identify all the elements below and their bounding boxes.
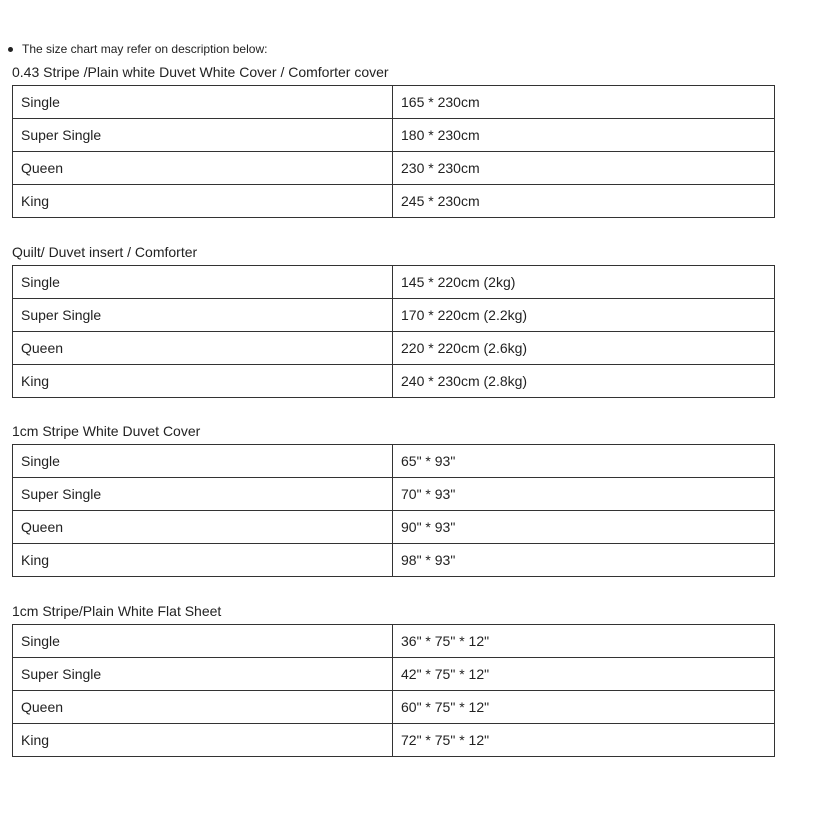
size-chart-note [8,42,267,56]
size-cell: Single [13,445,393,478]
size-cell: Super Single [13,478,393,511]
section-title: 1cm Stripe/Plain White Flat Sheet [12,603,222,619]
table-row [13,511,775,544]
section-title: Quilt/ Duvet insert / Comforter [12,244,198,260]
dimension-cell: 220 * 220cm (2.6kg) [393,332,775,365]
table-row [13,152,775,185]
table-row [13,478,775,511]
dimension-cell: 145 * 220cm (2kg) [393,266,775,299]
table-row [13,365,775,398]
dimension-cell: 170 * 220cm (2.2kg) [393,299,775,332]
size-cell: Queen [13,152,393,185]
table-row [13,332,775,365]
size-cell: Super Single [13,658,393,691]
dimension-cell: 245 * 230cm [393,185,775,218]
table-row [13,544,775,577]
size-cell: Super Single [13,119,393,152]
dimension-cell: 65" * 93" [393,445,775,478]
size-cell: King [13,365,393,398]
size-table [12,624,775,757]
size-cell: Queen [13,332,393,365]
table-row [13,445,775,478]
size-cell: Super Single [13,299,393,332]
dimension-cell: 98" * 93" [393,544,775,577]
table-row [13,86,775,119]
dimension-cell: 165 * 230cm [393,86,775,119]
section-title: 1cm Stripe White Duvet Cover [12,423,201,439]
section-title: 0.43 Stripe /Plain white Duvet White Cover / Comforter cover [12,64,389,80]
dimension-cell: 72" * 75" * 12" [393,724,775,757]
size-cell: Single [13,86,393,119]
size-table [12,265,775,398]
table-row [13,299,775,332]
size-section-duvet-cover [12,64,774,218]
note-text: The size chart may refer on description below: [22,42,268,56]
size-cell: King [13,185,393,218]
dimension-cell: 90" * 93" [393,511,775,544]
size-table [12,85,775,218]
dimension-cell: 42" * 75" * 12" [393,658,775,691]
size-table [12,444,775,577]
size-section-quilt-insert [12,244,774,398]
size-section-flat-sheet [12,603,774,757]
size-cell: Queen [13,691,393,724]
size-section-stripe-duvet-cover [12,423,774,577]
table-row [13,724,775,757]
size-cell: King [13,724,393,757]
table-row [13,658,775,691]
bullet-icon [8,47,13,52]
table-row [13,119,775,152]
dimension-cell: 240 * 230cm (2.8kg) [393,365,775,398]
dimension-cell: 36" * 75" * 12" [393,625,775,658]
size-cell: King [13,544,393,577]
table-row [13,691,775,724]
size-cell: Single [13,625,393,658]
table-row [13,625,775,658]
dimension-cell: 60" * 75" * 12" [393,691,775,724]
dimension-cell: 230 * 230cm [393,152,775,185]
table-row [13,266,775,299]
dimension-cell: 70" * 93" [393,478,775,511]
table-row [13,185,775,218]
size-cell: Single [13,266,393,299]
dimension-cell: 180 * 230cm [393,119,775,152]
size-cell: Queen [13,511,393,544]
